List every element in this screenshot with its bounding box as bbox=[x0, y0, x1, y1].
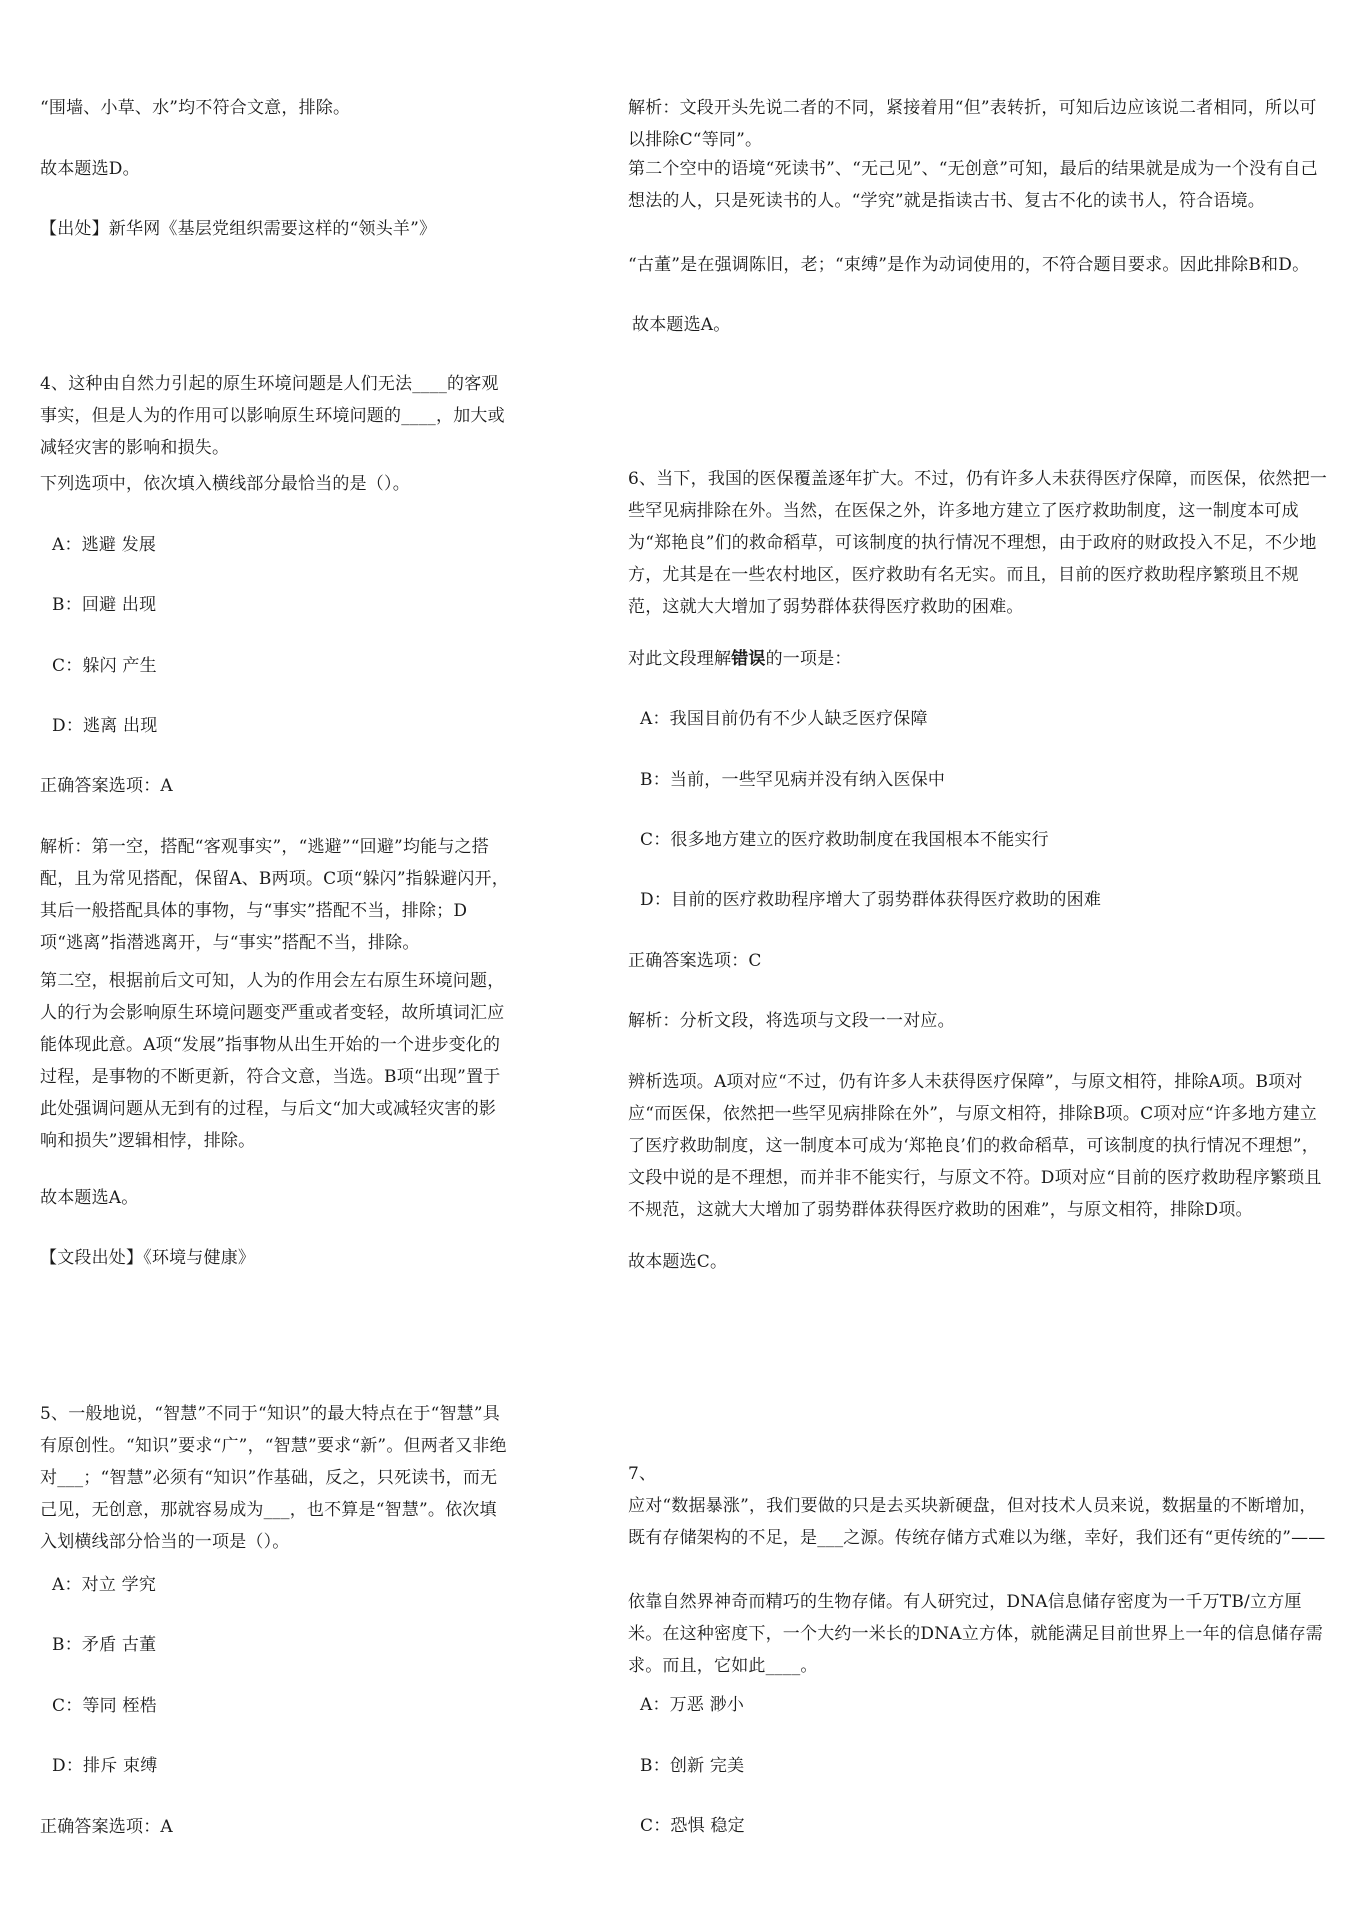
q5-option-c: C：等同 桎梏 bbox=[52, 1696, 157, 1716]
q7-option-c: C：恐惧 稳定 bbox=[640, 1816, 745, 1836]
q7-option-a: A：万恶 渺小 bbox=[640, 1695, 745, 1715]
q6-instruction-pre: 对此文段理解 bbox=[628, 649, 732, 669]
q4-option-b: B：回避 出现 bbox=[52, 595, 157, 615]
q6-option-b: B：当前，一些罕见病并没有纳入医保中 bbox=[640, 770, 946, 790]
q6-analysis-2: 辨析选项。A项对应“不过，仍有许多人未获得医疗保障”，与原文相符，排除A项。B项对应“而医保，依然把一些罕见病排除在外”，与原文相符，排除B项。C项对应“许多地方建立了医疗救助制度，这一制度本可成为‘郑艳良’们的救命稻草，可该制度的执行情况不理想”，文段中说的是不理想，而并非不能实行，与原文不符。D项对应“目前的医疗救助程序繁琐且不规范，这就大大增加了弱势群体获得医疗救助的困难”，与原文相符，排除D项。 bbox=[628, 1072, 1322, 1220]
q5-option-a: A：对立 学究 bbox=[52, 1575, 157, 1595]
q6-option-c: C：很多地方建立的医疗救助制度在我国根本不能实行 bbox=[640, 830, 1049, 850]
q5-analysis-1: 解析：文段开头先说二者的不同，紧接着用“但”表转折，可知后边应该说二者相同，所以可以排除C“等同”。 bbox=[628, 98, 1317, 150]
q5-stem: 5、一般地说，“智慧”不同于“知识”的最大特点在于“智慧”具有原创性。“知识”要求“广”，“智慧”要求“新”。但两者又非绝对___；“智慧”必须有“知识”作基础，反之，只死读书，而无己见，无创意，那就容易成为___，也不算是“智慧”。依次填入划横线部分恰当的一项是（）。 bbox=[40, 1404, 507, 1552]
q6-option-a: A：我国目前仍有不少人缺乏医疗保障 bbox=[640, 709, 928, 729]
q6-answer: 故本题选C。 bbox=[628, 1252, 728, 1272]
q6-stem: 6、当下，我国的医保覆盖逐年扩大。不过，仍有许多人未获得医疗保障，而医保，依然把一些罕见病排除在外。当然，在医保之外，许多地方建立了医疗救助制度，这一制度本可成为“郑艳良”们的救命稻草，可该制度的执行情况不理想，由于政府的财政投入不足，不少地方，尤其是在一些农村地区，医疗救助有名无实。而且，目前的医疗救助程序繁琐且不规范，这就大大增加了弱势群体获得医疗救助的困难。 bbox=[628, 469, 1328, 617]
q5-correct: 正确答案选项：A bbox=[40, 1817, 173, 1837]
q4-option-d: D：逃离 出现 bbox=[52, 716, 158, 736]
q5-analysis-2: 第二个空中的语境“死读书”、“无己见”、“无创意”可知，最后的结果就是成为一个没有自己想法的人，只是死读书的人。“学究”就是指读古书、复古不化的读书人，符合语境。 bbox=[628, 159, 1318, 211]
q4-instruction: 下列选项中，依次填入横线部分最恰当的是（）。 bbox=[40, 474, 410, 494]
prev-answer: 故本题选D。 bbox=[40, 159, 140, 179]
q6-option-d: D：目前的医疗救助程序增大了弱势群体获得医疗救助的困难 bbox=[640, 890, 1102, 910]
q4-option-c: C：躲闪 产生 bbox=[52, 656, 157, 676]
prev-source: 【出处】新华网《基层党组织需要这样的“领头羊”》 bbox=[40, 219, 437, 239]
q4-analysis-1: 解析：第一空，搭配“客观事实”，“逃避”“回避”均能与之搭配，且为常见搭配，保留A、B两项。C项“躲闪”指躲避闪开，其后一般搭配具体的事物，与“事实”搭配不当，排除；D项“逃离”指潜逃离开，与“事实”搭配不当，排除。 bbox=[40, 837, 509, 953]
q4-stem: 4、这种由自然力引起的原生环境问题是人们无法____的客观事实，但是人为的作用可以影响原生环境问题的____，加大或减轻灾害的影响和损失。 bbox=[40, 374, 505, 458]
q7-stem-1: 应对“数据暴涨”，我们要做的只是去买块新硬盘，但对技术人员来说，数据量的不断增加，既有存储架构的不足，是___之源。传统存储方式难以为继，幸好，我们还有“更传统的”—— bbox=[628, 1496, 1326, 1548]
q4-correct: 正确答案选项：A bbox=[40, 776, 173, 796]
q7-option-b: B：创新 完美 bbox=[640, 1756, 745, 1776]
q5-option-b: B：矛盾 古董 bbox=[52, 1635, 157, 1655]
q6-analysis-1: 解析：分析文段，将选项与文段一一对应。 bbox=[628, 1011, 955, 1031]
q5-analysis-3: “古董”是在强调陈旧，老；“束缚”是作为动词使用的，不符合题目要求。因此排除B和D。 bbox=[628, 255, 1310, 275]
q6-instruction-emphasis: 错误 bbox=[731, 649, 766, 669]
q7-stem-2: 依靠自然界神奇而精巧的生物存储。有人研究过，DNA信息储存密度为一千万TB/立方厘米。在这种密度下，一个大约一米长的DNA立方体，就能满足目前世界上一年的信息储存需求。而且，它如此____。 bbox=[628, 1592, 1323, 1676]
q6-instruction bbox=[628, 643, 852, 675]
q6-correct: 正确答案选项：C bbox=[628, 951, 762, 971]
prev-tail-text: “围墙、小草、水”均不符合文意，排除。 bbox=[40, 98, 351, 118]
q6-instruction-post: 的一项是： bbox=[765, 649, 852, 669]
q7-number: 7、 bbox=[628, 1464, 657, 1484]
q5-answer: 故本题选A。 bbox=[632, 315, 731, 335]
q4-answer: 故本题选A。 bbox=[40, 1188, 139, 1208]
q5-option-d: D：排斥 束缚 bbox=[52, 1756, 158, 1776]
q4-source: 【文段出处】《环境与健康》 bbox=[40, 1248, 256, 1268]
q4-analysis-2: 第二空，根据前后文可知，人为的作用会左右原生环境问题，人的行为会影响原生环境问题变严重或者变轻，故所填词汇应能体现此意。A项“发展”指事物从出生开始的一个进步变化的过程，是事物的不断更新，符合文意，当选。B项“出现”置于此处强调问题从无到有的过程，与后文“加大或减轻灾害的影响和损失”逻辑相悖，排除。 bbox=[40, 971, 505, 1151]
q4-option-a: A：逃避 发展 bbox=[52, 535, 157, 555]
